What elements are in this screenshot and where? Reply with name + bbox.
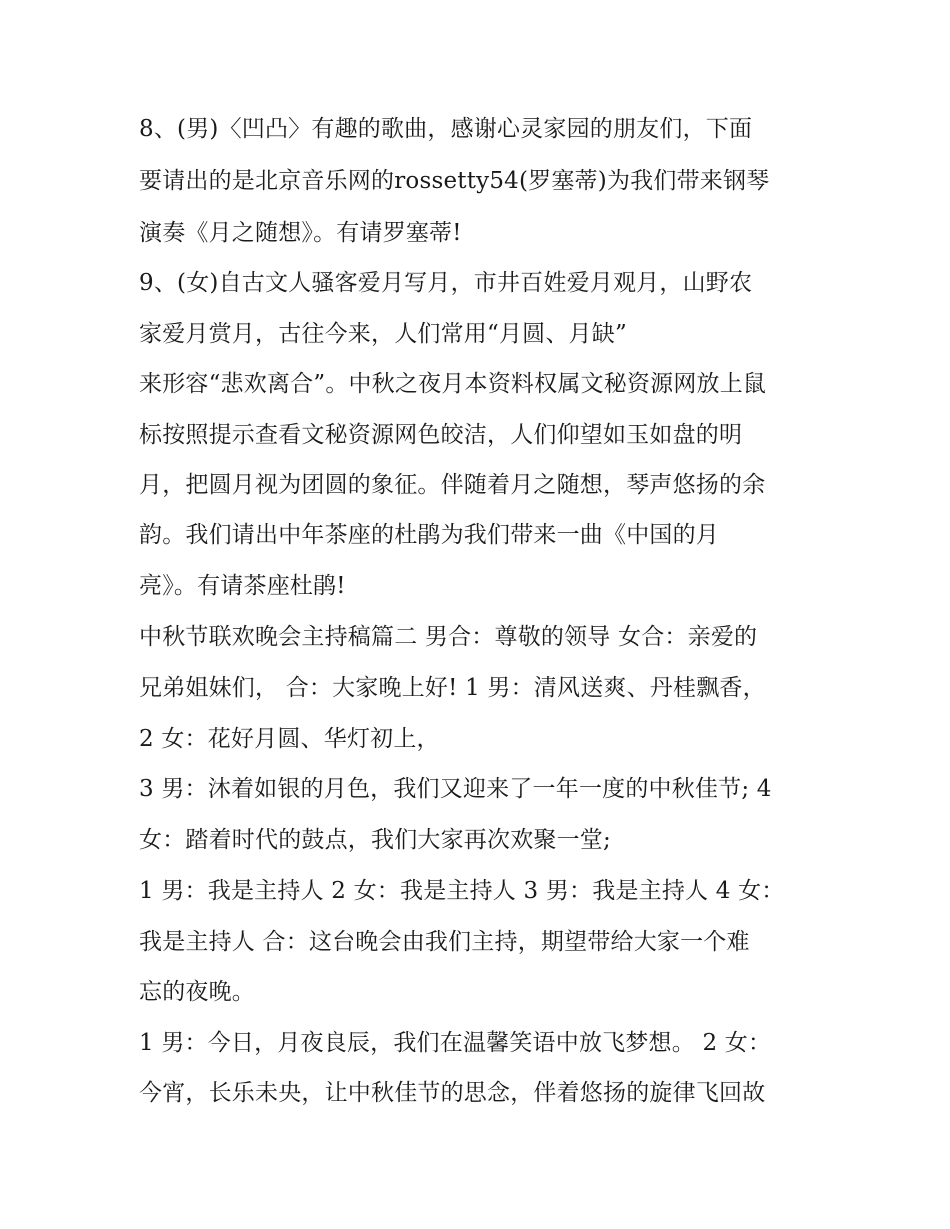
text-line: 忘的夜晚。 [139,979,255,1005]
text-line: 要请出的是北京音乐网的rossetty54(罗塞蒂)为我们带来钢琴 [139,168,770,194]
text-line: 兄弟姐妹们， 合：大家晚上好! 1 男：清风送爽、丹桂飘香， [139,675,766,701]
text-line: 我是主持人 合：这台晚会由我们主持，期望带给大家一个难 [139,929,750,955]
text-line: 月，把圆月视为团圆的象征。伴随着月之随想，琴声悠扬的余 [139,472,766,498]
text-line: 1 男：我是主持人 2 女：我是主持人 3 男：我是主持人 4 女： [139,878,785,904]
text-line: 家爱月赏月，古往今来，人们常用“月圆、月缺” [139,321,627,347]
text-line: 今宵，长乐未央，让中秋佳节的思念，伴着悠扬的旋律飞回故 [139,1080,766,1106]
text-line: 3 男：沐着如银的月色，我们又迎来了一年一度的中秋佳节; 4 [139,776,772,802]
text-line: 演奏《月之随想》。有请罗塞蒂! [139,220,462,246]
text-line: 8、(男)〈凹凸〉有趣的歌曲，感谢心灵家园的朋友们，下面 [139,116,753,142]
text-line: 标按照提示查看文秘资源网色皎洁，人们仰望如玉如盘的明 [139,422,743,448]
text-line: 来形容“悲欢离合”。中秋之夜月本资料权属文秘资源网放上鼠 [139,371,767,397]
text-line: 韵。我们请出中年茶座的杜鹃为我们带来一曲《中国的月 [139,522,719,548]
text-line: 2 女：花好月圆、华灯初上， [139,726,440,752]
text-line: 女：踏着时代的鼓点，我们大家再次欢聚一堂; [139,827,611,853]
text-line: 中秋节联欢晚会主持稿篇二 男合：尊敬的领导 女合：亲爱的 [139,624,758,650]
text-line: 亮》。有请茶座杜鹃! [139,573,346,599]
text-line: 9、(女)自古文人骚客爱月写月，市井百姓爱月观月，山野农 [139,270,753,296]
text-line: 1 男：今日，月夜良辰，我们在温馨笑语中放飞梦想。 2 女： [139,1030,772,1056]
